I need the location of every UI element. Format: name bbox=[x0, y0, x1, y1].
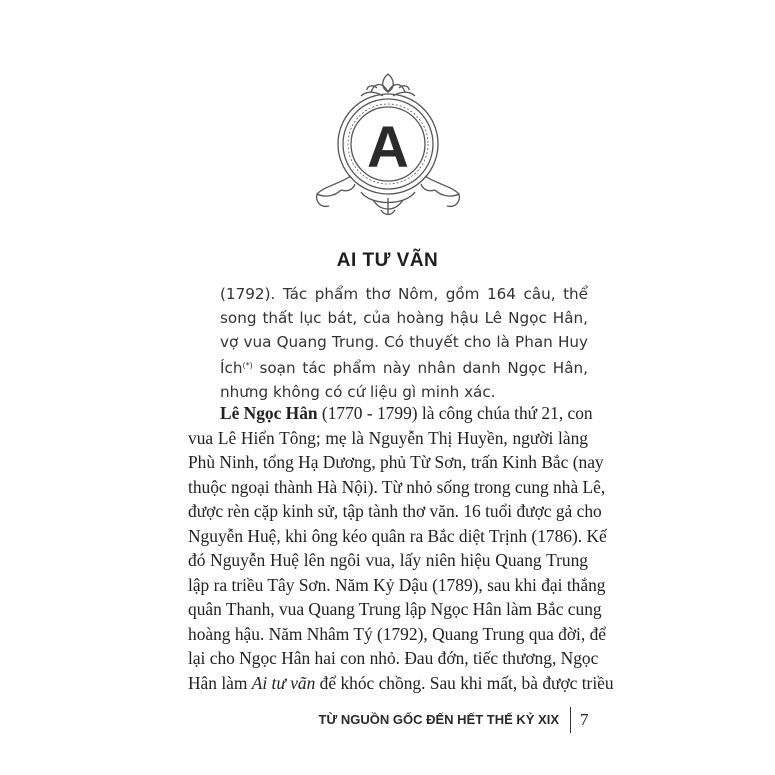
entry-title: AI TƯ VÃN bbox=[336, 250, 439, 271]
poem-description bbox=[220, 282, 588, 404]
bio-line-1 bbox=[188, 401, 593, 426]
bio-last-after: để khóc chồng. Sau khi mất, bà được triều bbox=[315, 672, 614, 693]
bio-line: hoàng hậu. Năm Nhâm Tý (1792), Quang Trung qua đời, để bbox=[188, 623, 606, 644]
bio-line: vua Lê Hiển Tông; mẹ là Nguyễn Thị Huyền, người làng bbox=[188, 427, 588, 448]
page-number: 7 bbox=[580, 710, 589, 729]
chapter-letter: A bbox=[367, 115, 409, 180]
poem-text-before-note: (1792). Tác phẩm thơ Nôm, gồm 164 câu, thể song thất lục bát, của hoàng hậu Lê Ngọc Hân, vợ vua Quang Trung. Có thuyết cho là Phan Huy Ích bbox=[220, 285, 588, 377]
bio-last-line bbox=[188, 671, 614, 696]
bio-line: được rèn cặp kinh sử, tập tành thơ văn. 16 tuổi được gả cho bbox=[188, 501, 602, 521]
work-title-italic: Ai tư vãn bbox=[251, 672, 316, 693]
bio-line: Nguyễn Huệ, khi ông kéo quân ra Bắc diệt Trịnh (1786). Kế bbox=[188, 525, 607, 546]
poem-text-after-note: soạn tác phẩm này nhân danh Ngọc Hân, nhưng không có cứ liệu gì minh xác. bbox=[220, 359, 588, 401]
bio-line: thuộc ngoại thành Hà Nội). Từ nhỏ sống trong cung nhà Lê, bbox=[188, 476, 606, 497]
bio-line-1-text: (1770 - 1799) là công chúa thứ 21, con bbox=[317, 403, 593, 423]
bio-line: lại cho Ngọc Hân hai con nhỏ. Đau đớn, tiếc thương, Ngọc bbox=[188, 648, 599, 668]
biography-paragraph bbox=[188, 401, 614, 695]
footer-divider bbox=[570, 707, 571, 733]
bio-line: đó Nguyễn Huệ lên ngôi vua, lấy niên hiệu Quang Trung bbox=[188, 550, 588, 570]
footnote-mark: (*) bbox=[242, 361, 253, 370]
footer-book-title: TỪ NGUỒN GỐC ĐẾN HẾT THẾ KỶ XIX bbox=[318, 712, 559, 727]
bio-name: Lê Ngọc Hân bbox=[220, 403, 318, 423]
bio-line: lập ra triều Tây Sơn. Năm Kỷ Dậu (1789), sau khi đại thắng bbox=[188, 574, 606, 595]
bio-line: Phù Ninh, tổng Hạ Dương, phủ Từ Sơn, trấn Kinh Bắc (nay bbox=[188, 452, 604, 472]
bio-last-before: Hân làm bbox=[188, 672, 252, 693]
bio-line: quân Thanh, vua Quang Trung lập Ngọc Hân làm Bắc cung bbox=[188, 599, 602, 619]
